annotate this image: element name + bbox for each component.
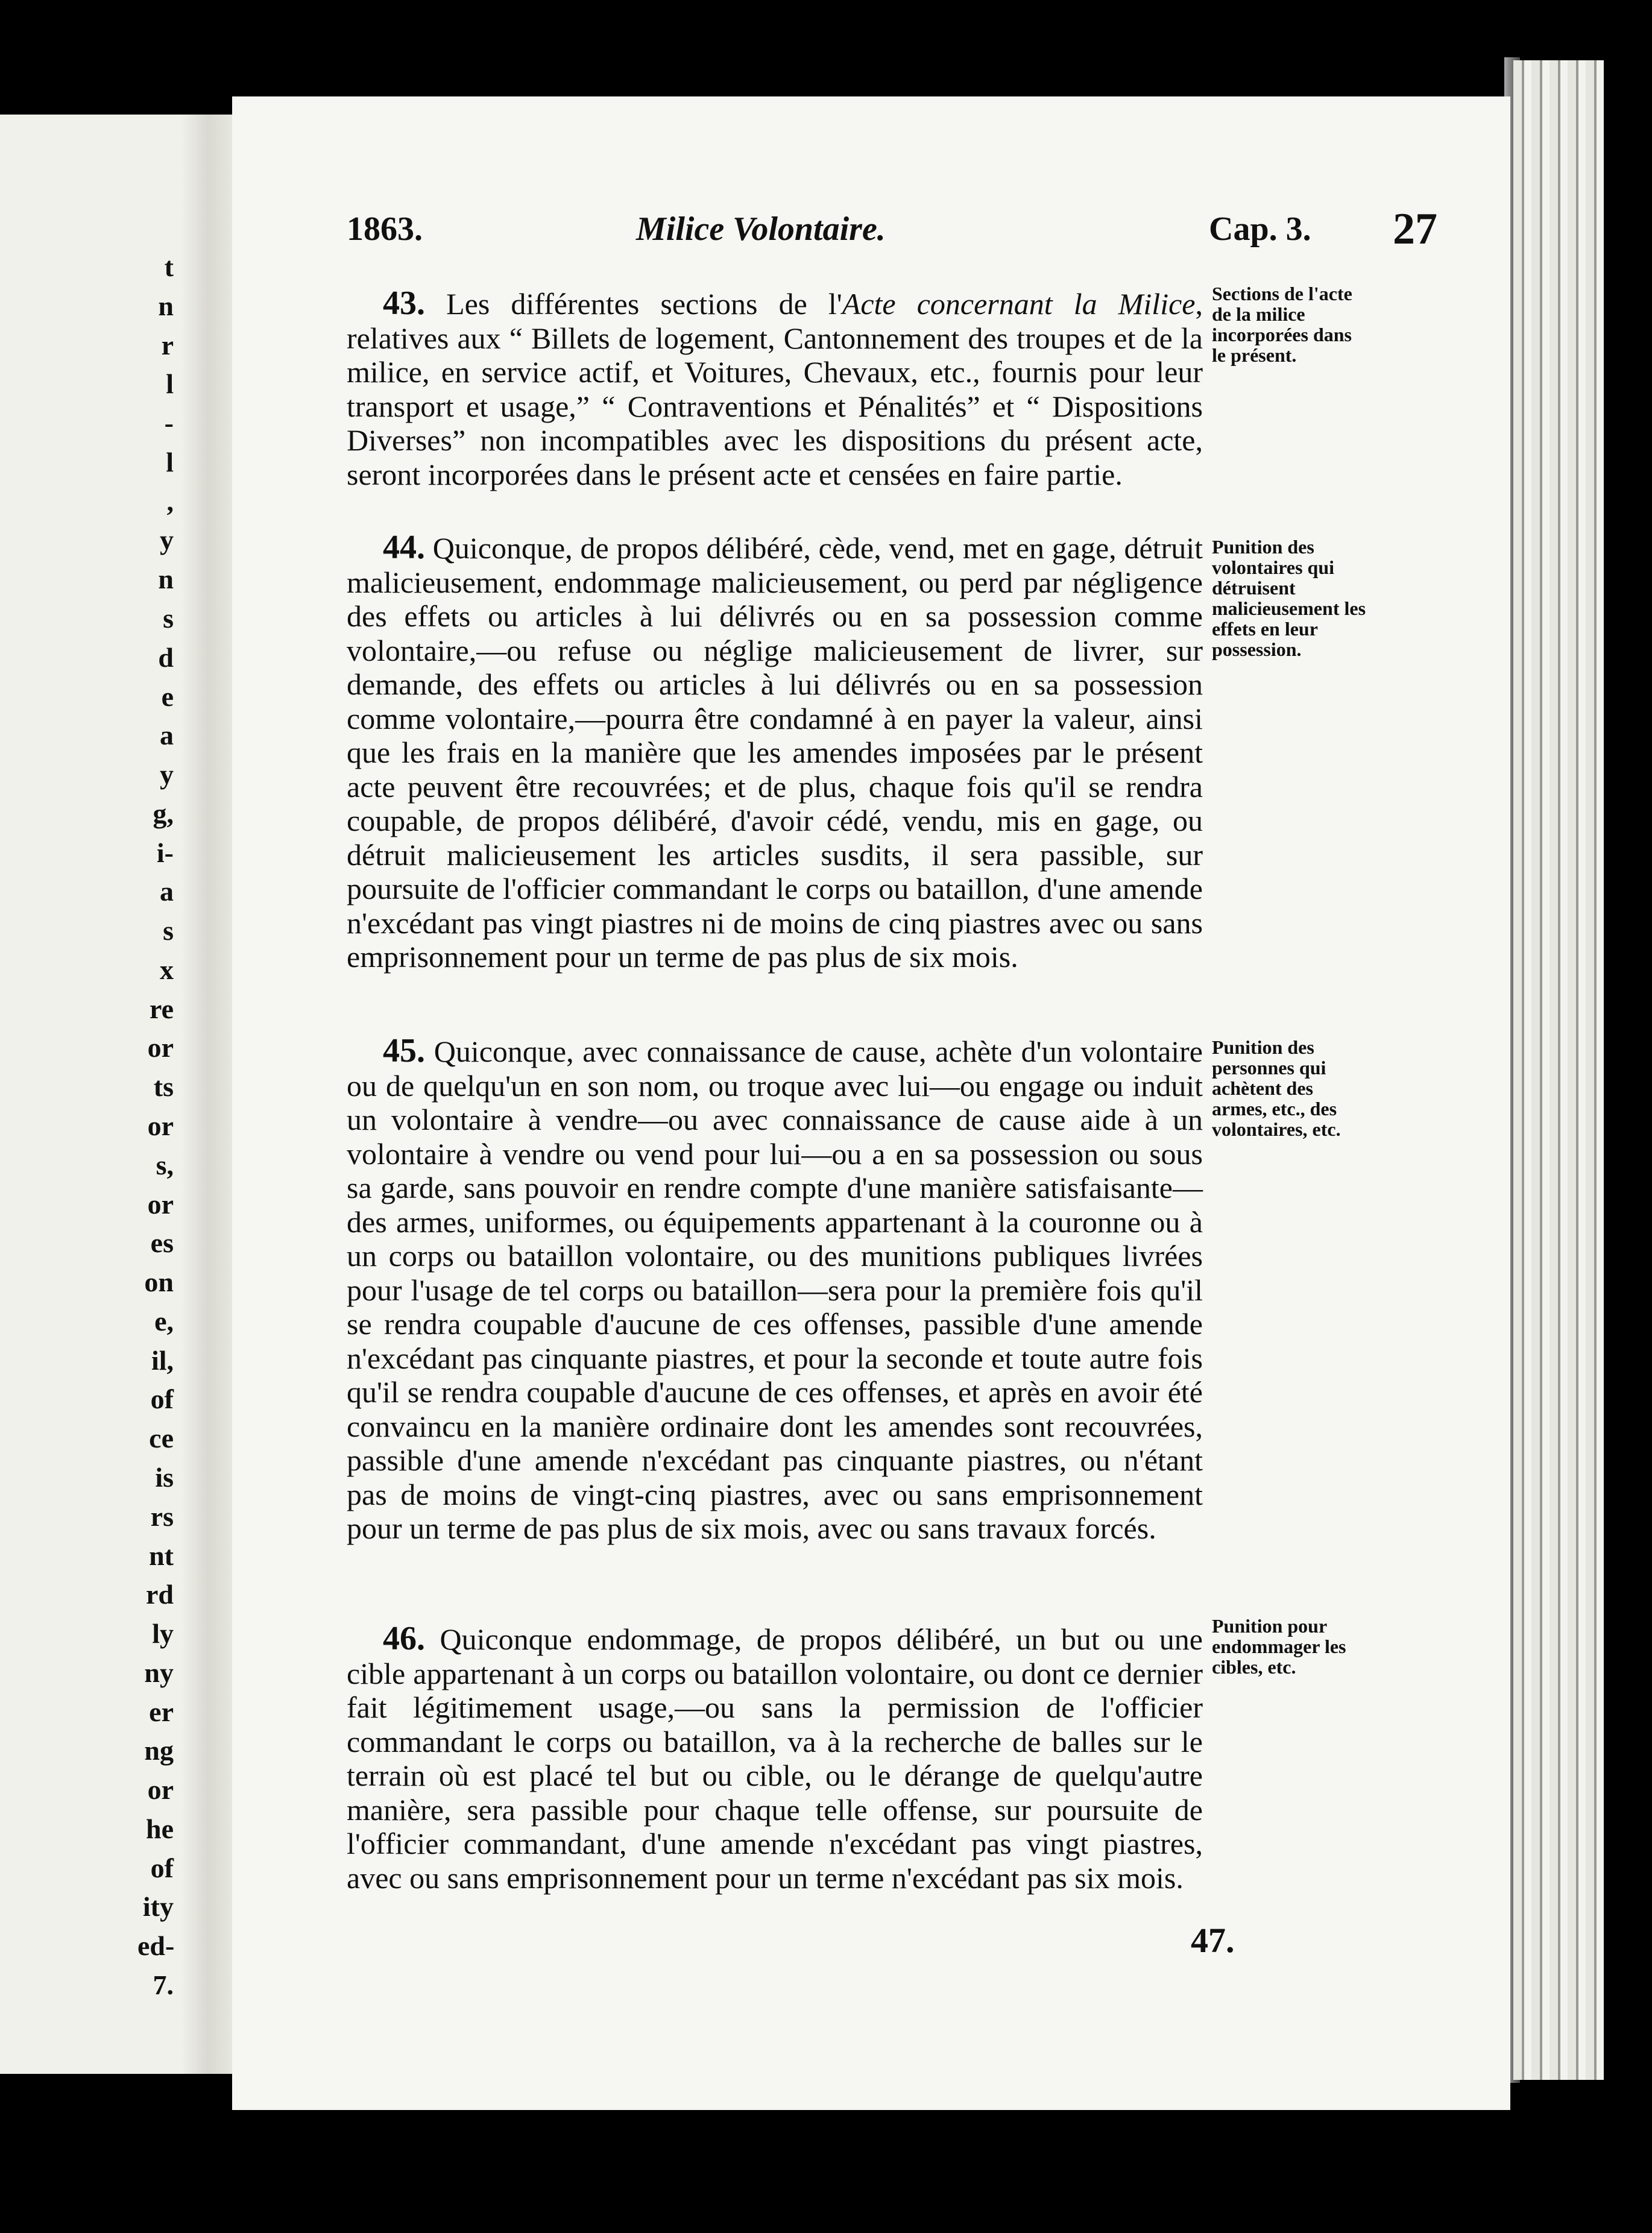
- left-facing-page: [0, 115, 181, 2074]
- header-title: Milice Volontaire.: [636, 210, 886, 248]
- left-page-fragment: he: [146, 1813, 174, 1844]
- catchword: 47.: [1191, 1921, 1235, 1960]
- running-header: [347, 204, 1480, 276]
- left-page-fragment: or: [147, 1188, 174, 1220]
- left-page-fragment: a: [160, 876, 174, 907]
- left-page-fragment: y: [160, 524, 174, 556]
- left-page-fragment: on: [144, 1267, 174, 1298]
- section-44-text: 44. Quiconque, de propos délibéré, cède, vend, met en gage, détruit malicieusement, endommage malicieusement, ou perd par négligence des effets ou articles à lui délivrés ou en sa possession comme volontaire,—ou refuse ou néglige malicieusement de livrer, sur demande, des effets ou articles à lui délivrés ou en sa possession comme volontaire,—pourra être condamné à en payer la valeur, ainsi que les frais en la manière que les amendes imposées par le présent acte peuvent être recouvrées; et de plus, chaque fois qu'il se rendra coupable, de propos délibéré, d'avoir cédé, vendu, mis en gage, ou détruit malicieusement les articles susdits, il sera passible, sur poursuite de l'officier commandant le corps ou bataillon, d'une amende n'excédant pas vingt piastres ni de moins de cinq piastres avec ou sans emprisonnement pour un terme de pas plus de six mois.: [347, 529, 1203, 974]
- left-page-fragment: n: [158, 290, 174, 321]
- left-page-fragment: e,: [154, 1305, 174, 1337]
- left-page-fragment: er: [149, 1696, 174, 1727]
- left-page-fragment: rs: [150, 1501, 174, 1532]
- left-page-fragment: x: [160, 954, 174, 985]
- margin-note-45: Punition des personnes qui achètent des armes, etc., des volontaires, etc.: [1212, 1036, 1341, 1140]
- left-page-fragment: l: [166, 368, 174, 400]
- left-page-fragment: ny: [144, 1657, 174, 1688]
- book-gutter: [181, 115, 235, 2074]
- left-page-fragment: is: [155, 1461, 174, 1493]
- left-page-fragment: il,: [151, 1344, 174, 1376]
- left-page-fragment: ed-: [137, 1930, 175, 1962]
- left-page-fragment: t: [164, 251, 174, 282]
- book-page: [232, 96, 1510, 2110]
- left-page-fragment: 7.: [153, 1970, 174, 2000]
- left-page-fragment: -: [164, 408, 174, 439]
- margin-note-44: Punition des volontaires qui détruisent malicieusement les effets en leur possession.: [1212, 536, 1366, 660]
- left-page-fragment: r: [161, 329, 174, 361]
- left-page-fragment: ,: [166, 485, 174, 517]
- page-edges: [1513, 60, 1604, 2080]
- section-45-text: 45. Quiconque, avec connaissance de cause, achète d'un volontaire ou de quelqu'un en son nom, ou troque avec lui—ou engage ou induit un volontaire à vendre—ou avec connaissance de cause aide à un volontaire à vendre ou vend pour lui—ou a en sa possession ou sous sa garde, sans pouvoir en rendre compte d'une manière satisfaisante—des armes, uniformes, ou équipements appartenant à la couronne ou à un corps ou bataillon volontaire, ou des munitions publiques livrées pour l'usage de tel corps ou bataillon—sera pour la première fois qu'il se rendra coupable d'aucune de ces offenses, passible d'une amende n'excédant pas cinquante piastres, et pour la seconde et toute autre fois qu'il se rendra coupable d'aucune de ces offenses, et après en avoir été convaincu en la manière ordinaire dont les amendes sont recouvrées, passible d'une amende n'excédant pas cinquante piastres, ou n'étant pas de moins de vingt-cinq piastres, avec ou sans emprisonnement pour un terme de pas plus de six mois, avec ou sans travaux forcés.: [347, 1032, 1203, 1545]
- section-number: 46.: [383, 1620, 425, 1657]
- left-page-fragment: rd: [146, 1579, 174, 1610]
- left-page-fragment: ts: [153, 1071, 174, 1103]
- left-page-fragment: e: [161, 681, 174, 712]
- section-43: [347, 286, 1203, 491]
- margin-note-46: Punition pour endommager les cibles, etc.: [1212, 1615, 1346, 1678]
- left-page-fragment: ity: [142, 1891, 174, 1923]
- left-page-fragment: s,: [156, 1149, 174, 1180]
- left-page-fragment: or: [147, 1110, 174, 1141]
- section-44: [347, 531, 1203, 974]
- left-page-fragment: i-: [156, 837, 174, 868]
- left-page-fragment: of: [150, 1852, 174, 1883]
- left-page-fragment: a: [160, 720, 174, 751]
- left-page-fragment: g,: [153, 798, 174, 829]
- left-page-fragment: of: [150, 1384, 174, 1415]
- left-page-fragment: es: [150, 1227, 174, 1259]
- left-page-fragment: s: [163, 602, 174, 634]
- left-page-fragment: d: [158, 641, 174, 673]
- left-page-fragment: l: [166, 446, 174, 477]
- left-page-fragment: nt: [149, 1540, 174, 1571]
- section-number: 43.: [383, 285, 425, 322]
- section-45: [347, 1034, 1203, 1546]
- left-page-fragment: or: [147, 1032, 174, 1063]
- left-page-fragment: y: [160, 759, 174, 790]
- left-page-fragment: or: [147, 1774, 174, 1806]
- left-page-fragment: re: [149, 993, 174, 1024]
- section-number: 44.: [383, 529, 425, 566]
- page-number: 27: [1393, 204, 1437, 254]
- section-number: 45.: [383, 1032, 425, 1069]
- left-page-fragment: ly: [152, 1618, 174, 1649]
- margin-note-43: Sections de l'acte de la milice incorporées dans le présent.: [1212, 283, 1352, 366]
- section-46: [347, 1622, 1203, 1895]
- left-page-fragment: ng: [144, 1735, 174, 1766]
- left-page-fragment: n: [158, 564, 174, 595]
- left-page-fragment: ce: [149, 1423, 174, 1454]
- header-chapter: Cap. 3.: [1209, 210, 1311, 248]
- left-page-fragment: s: [163, 915, 174, 946]
- header-year: 1863.: [347, 210, 423, 248]
- section-46-text: 46. Quiconque endommage, de propos délibéré, un but ou une cible appartenant à un corps ou bataillon volontaire, ou dont ce dernier fait légitimement usage,—ou sans la permission de l'officier commandant le corps ou bataillon, va à la recherche de balles sur le terrain où est placé tel but ou cible, ou le dérange de quelqu'autre manière, sera passible pour chaque telle offense, sur poursuite de l'officier commandant, d'une amende n'excédant pas vingt piastres, avec ou sans emprisonnement pour un terme n'excédant pas six mois.: [347, 1620, 1203, 1895]
- act-title: Acte concernant la Milice: [842, 287, 1196, 321]
- section-43-text: 43. Les différentes sections de l'Acte concernant la Milice, relatives aux “ Billets de logement, Cantonnement des troupes et de la milice, en service actif, et Voitures, Chevaux, etc., fournis pour leur transport et usage,” “ Contraventions et Pénalités” et “ Dispositions Diverses” non incompatibles avec les dispositions du présent acte, seront incorporées dans le présent acte et censées en faire partie.: [347, 285, 1203, 491]
